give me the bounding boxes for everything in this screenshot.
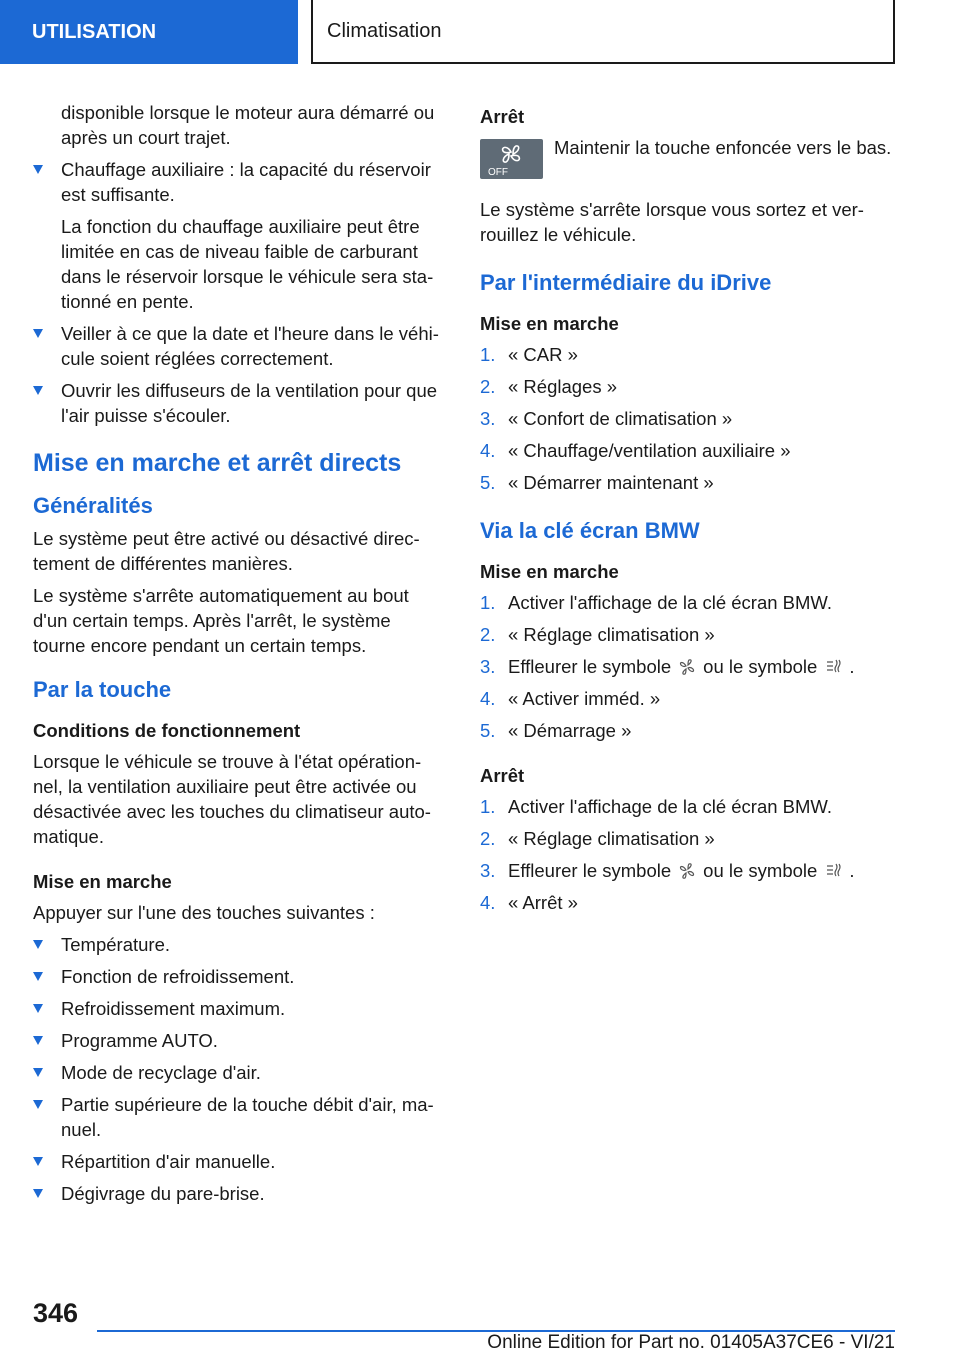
fan-icon [677, 862, 697, 880]
list-item-note: La fonction du chauffage auxiliaire peut être limitée en cas de niveau faible de carburant dans le réservoir lorsque le véhicule sera sta-tionné en pente. [61, 216, 434, 312]
minor-heading: Arrêt [480, 765, 525, 786]
bullet-triangle-icon [33, 1100, 43, 1109]
chapter-title: Climatisation [311, 0, 895, 64]
continued-paragraph: disponible lorsque le moteur aura démarré ou après un court trajet. [61, 102, 435, 148]
list-item: 2. « Réglage climatisation » [480, 624, 715, 645]
list-item: 1. Activer l'affichage de la clé écran BMW. [480, 592, 833, 613]
paragraph: Le système s'arrête lorsque vous sortez et ver-rouillez le véhicule. [480, 199, 864, 245]
subsection-heading: Généralités [33, 493, 153, 518]
section-tab: UTILISATION [0, 0, 298, 64]
bullet-triangle-icon [33, 940, 43, 949]
heating-icon [823, 862, 843, 880]
list-item: Température. [33, 932, 448, 957]
list-item: Répartition d'air manuelle. [33, 1149, 448, 1174]
page-header [0, 0, 960, 66]
subsection-heading: Par la touche [33, 677, 172, 702]
bullet-triangle-icon [33, 1189, 43, 1198]
subsection-heading: Par l'intermédiaire du iDrive [480, 270, 772, 295]
list-item: 5. « Démarrage » [480, 720, 632, 741]
list-item: 4. « Chauffage/ventilation auxiliaire » [480, 440, 791, 461]
bullet-triangle-icon [33, 1036, 43, 1045]
paragraph: Le système peut être activé ou désactivé direc-tement de différentes manières. [33, 528, 420, 574]
minor-heading: Mise en marche [33, 871, 172, 892]
stop-instruction-text: Maintenir la touche enfoncée vers le bas. [554, 137, 892, 158]
page-number: 346 [33, 1298, 79, 1328]
minor-heading: Conditions de fonctionnement [33, 720, 301, 741]
paragraph: Appuyer sur l'une des touches suivantes : [33, 902, 375, 923]
bullet-triangle-icon [33, 165, 43, 174]
list-item: Mode de recyclage d'air. [33, 1060, 448, 1085]
fan-icon [677, 658, 697, 676]
list-item: 2. « Réglages » [480, 376, 618, 397]
list-item: Ouvrir les diffuseurs de la ventilation pour que l'air puisse s'écouler. [33, 378, 448, 428]
list-item: Fonction de refroidissement. [33, 964, 448, 989]
heating-icon [823, 658, 843, 676]
fan-off-button-icon [480, 139, 543, 179]
list-item: 1. « CAR » [480, 344, 578, 365]
list-item: 4. « Arrêt » [480, 892, 578, 913]
right-column [480, 100, 895, 922]
left-column [33, 100, 448, 1213]
off-label: OFF [488, 167, 508, 178]
bullet-triangle-icon [33, 386, 43, 395]
bullet-triangle-icon [33, 1157, 43, 1166]
list-item: 3. « Confort de climatisation » [480, 408, 733, 429]
bullet-triangle-icon [33, 329, 43, 338]
list-item: 2. « Réglage climatisation » [480, 828, 715, 849]
paragraph: Lorsque le véhicule se trouve à l'état opération-nel, la ventilation auxiliaire peut être activée ou désactivée avec les touches du climatiseur auto-matique. [33, 751, 431, 847]
bullet-triangle-icon [33, 1068, 43, 1077]
list-item: Programme AUTO. [33, 1028, 448, 1053]
bullet-triangle-icon [33, 972, 43, 981]
minor-heading: Mise en marche [480, 561, 619, 582]
list-item: 1. Activer l'affichage de la clé écran BMW. [480, 796, 833, 817]
list-item: Veiller à ce que la date et l'heure dans le véhi-cule soient réglées correctement. [33, 321, 448, 371]
list-item: 5. « Démarrer maintenant » [480, 472, 714, 493]
stop-instruction [480, 135, 895, 187]
list-item: Refroidissement maximum. [33, 996, 448, 1021]
subsection-heading: Via la clé écran BMW [480, 518, 700, 543]
list-item: Dégivrage du pare-brise. [33, 1181, 448, 1206]
minor-heading: Arrêt [480, 106, 525, 127]
fan-off-icon [480, 139, 543, 179]
bullet-triangle-icon [33, 1004, 43, 1013]
list-item: 3. Effleurer le symbole ou le symbole . [480, 860, 855, 881]
minor-heading: Mise en marche [480, 313, 619, 334]
list-item: Chauffage auxiliaire : la capacité du réservoir est suffisante. [33, 157, 448, 207]
list-item: 4. « Activer imméd. » [480, 688, 661, 709]
list-item: Partie supérieure de la touche débit d'air, ma-nuel. [33, 1092, 448, 1142]
section-heading: Mise en marche et arrêt directs [33, 449, 402, 477]
paragraph: Le système s'arrête automatiquement au bout d'un certain temps. Après l'arrêt, le système tourne encore pendant un certain temps. [33, 585, 409, 656]
list-item: 3. Effleurer le symbole ou le symbole . [480, 656, 855, 677]
edition-text: Online Edition for Part no. 01405A37CE6 - VI/21 [487, 1332, 895, 1353]
